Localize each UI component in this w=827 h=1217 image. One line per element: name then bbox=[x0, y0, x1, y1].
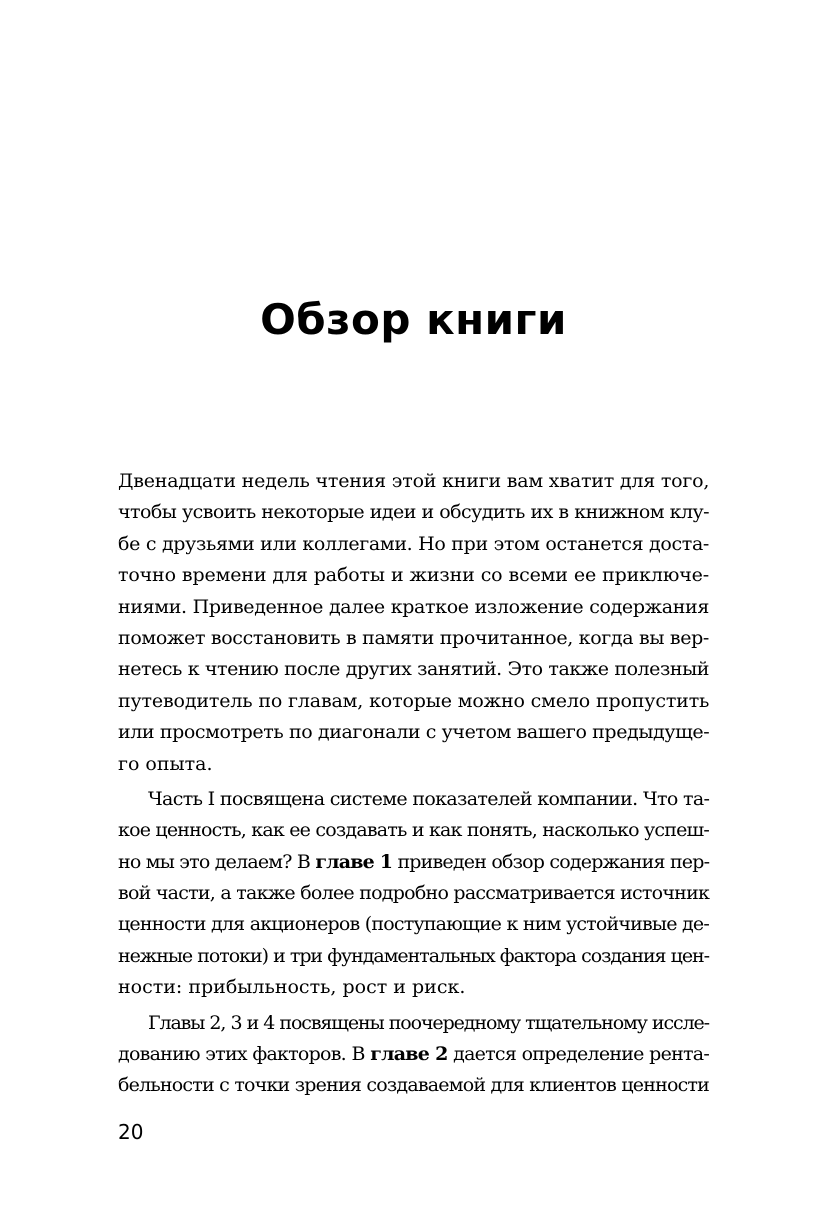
text-line: ности: прибыльность, рост и риск. bbox=[118, 976, 466, 999]
paragraph-3 bbox=[118, 1008, 709, 1102]
body-text bbox=[118, 466, 709, 1102]
chapter-reference: главе 2 bbox=[370, 1043, 448, 1066]
paragraph-2 bbox=[118, 784, 709, 1004]
chapter-reference: главе 1 bbox=[315, 850, 393, 873]
text-line: ценности для акционеров (поступающие к ним устойчивые де- bbox=[118, 913, 709, 936]
text-line: Двенадцати недель чтения этой книги вам хватит для того, bbox=[118, 470, 710, 492]
text-line: бельности с точки зрения создаваемой для клиентов ценности bbox=[118, 1074, 709, 1097]
text-line: или просмотреть по диагонали с учетом вашего предыдуще- bbox=[118, 721, 710, 744]
text-line: бе с друзьями или коллегами. Но при этом останется доста- bbox=[118, 532, 709, 555]
text-line: Главы 2, 3 и 4 посвящены поочередному тщательному иссле- bbox=[148, 1011, 709, 1034]
text-line bbox=[118, 847, 709, 878]
text-run: дается определение рента- bbox=[447, 1043, 709, 1066]
text-line: ниями. Приведенное далее краткое изложение содержания bbox=[118, 595, 709, 618]
text-line: го опыта. bbox=[118, 752, 213, 775]
text-run: дованию этих факторов. В bbox=[118, 1043, 371, 1066]
text-line: кое ценность, как ее создавать и как понять, насколько успеш- bbox=[118, 819, 709, 842]
page-number: 20 bbox=[118, 1120, 144, 1144]
text-line: нетесь к чтению после других занятий. Это также полезный bbox=[118, 658, 709, 681]
text-run: приведен обзор содержания пер- bbox=[392, 850, 710, 873]
text-line: вой части, а также более подробно рассматривается источник bbox=[118, 882, 710, 905]
text-line: точно времени для работы и жизни со всеми ее приключе- bbox=[118, 564, 709, 587]
text-line bbox=[118, 1039, 709, 1070]
text-line: поможет восстановить в памяти прочитанное, когда вы вер- bbox=[118, 626, 709, 649]
paragraph-1 bbox=[118, 466, 709, 780]
text-line: путеводитель по главам, которые можно смело пропустить bbox=[118, 689, 710, 712]
text-run: но мы это делаем? В bbox=[118, 850, 316, 873]
chapter-title: Обзор книги bbox=[260, 295, 567, 344]
text-line: нежные потоки) и три фундаментальных фактора создания цен- bbox=[118, 944, 709, 967]
text-line: чтобы усвоить некоторые идеи и обсудить их в книжном клу- bbox=[118, 501, 709, 524]
text-line: Часть I посвящена системе показателей компании. Что та- bbox=[148, 787, 710, 810]
